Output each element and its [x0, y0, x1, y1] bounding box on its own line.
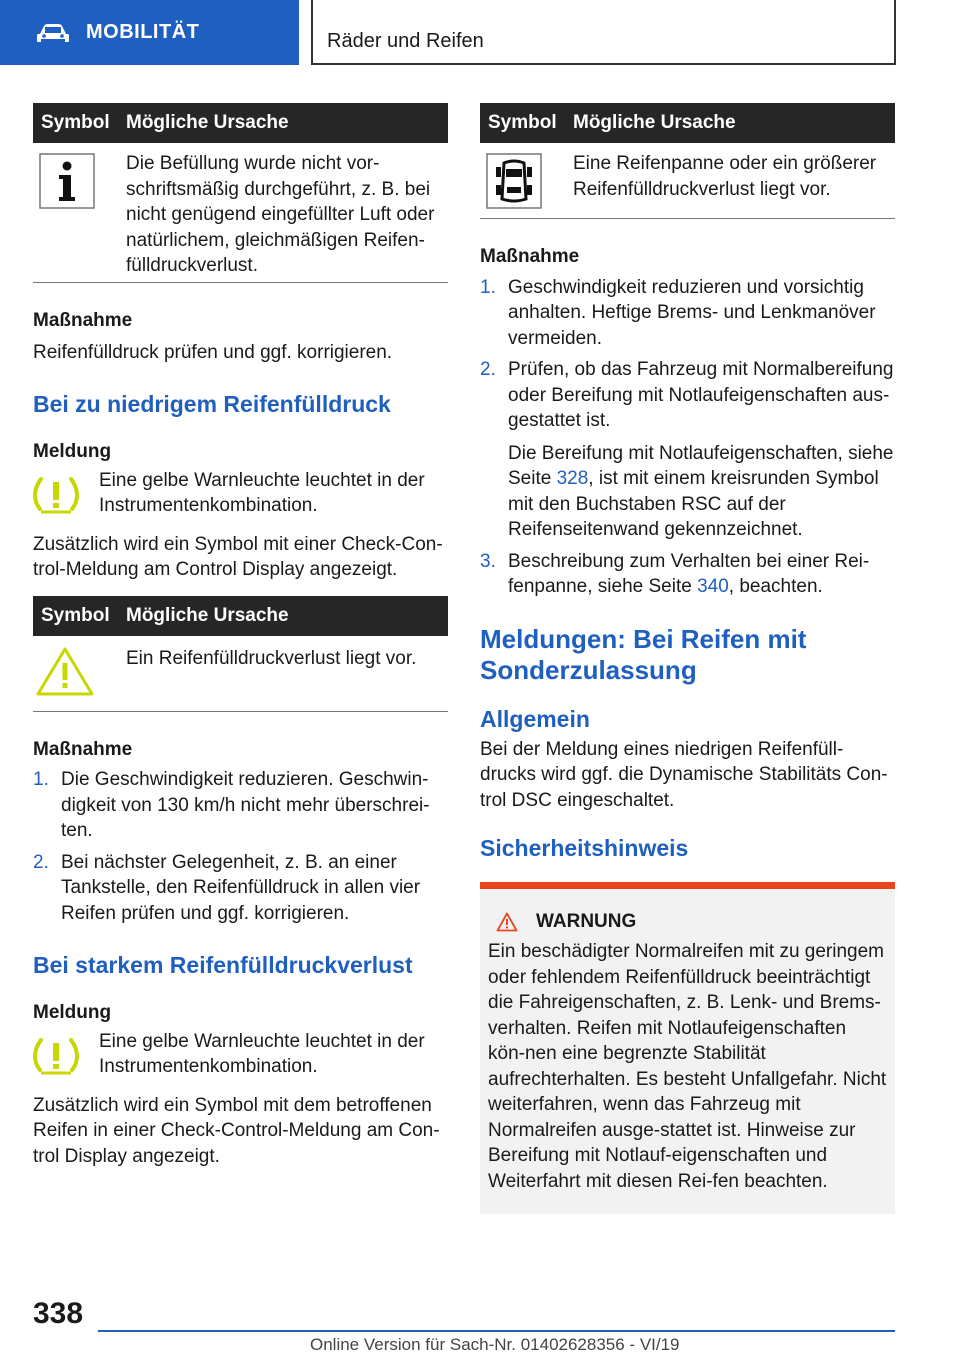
cause-text: Ein Reifenfülldruckverlust liegt vor.	[126, 647, 417, 669]
measure-label: Maßnahme	[33, 310, 133, 331]
subsection-heading: Allgemein	[480, 705, 590, 732]
message-label: Meldung	[33, 1002, 112, 1023]
measure-label: Maßnahme	[480, 246, 580, 267]
measure-list	[33, 767, 448, 926]
table-row	[33, 143, 448, 283]
list-item: 1. Die Geschwindigkeit reduzieren. Geschwin-digkeit von 130 km/h nicht mehr überschrei-ten.	[33, 769, 430, 841]
col-symbol-header: Symbol	[41, 604, 110, 626]
message-row	[33, 1029, 448, 1081]
message-row	[33, 468, 448, 520]
warning-box	[480, 882, 895, 1214]
measure-label: Maßnahme	[33, 738, 133, 760]
message-text: Eine gelbe Warnleuchte leuchtet in der Instrumentenkombination.	[99, 1030, 425, 1077]
chapter-header	[311, 0, 896, 65]
warning-triangle-icon	[496, 912, 518, 932]
vehicle-tire-icon	[486, 153, 542, 209]
subsection-heading: Sicherheitshinweis	[480, 835, 689, 861]
cause-text: Eine Reifenpanne oder ein größerer Reifenfülldruckverlust liegt vor.	[573, 153, 877, 200]
col-cause-header: Mögliche Ursache	[126, 112, 289, 133]
footer-online-text: Online Version für Sach-Nr. 01402628356 - VI/19	[310, 1335, 680, 1354]
page-link[interactable]: 328	[556, 468, 589, 489]
section-heading: Bei zu niedrigem Reifenfülldruck	[33, 391, 391, 417]
car-icon	[36, 22, 70, 44]
table-header	[33, 596, 448, 636]
col-cause-header: Mögliche Ursache	[573, 112, 736, 133]
col-cause-header: Mögliche Ursache	[126, 604, 289, 626]
section-tab[interactable]	[0, 0, 299, 65]
warning-triangle-icon	[35, 646, 95, 698]
table-row	[480, 143, 895, 219]
list-item: 3. Beschreibung zum Verhalten bei einer Rei-fenpanne, siehe Seite 340, beachten.	[480, 550, 870, 597]
measure-text: Reifenfülldruck prüfen und ggf. korrigieren.	[33, 341, 393, 363]
tire-pressure-warning-icon	[33, 475, 79, 515]
table-row	[33, 636, 448, 712]
list-item: 2. Bei nächster Gelegenheit, z. B. an einer Tankstelle, den Reifenfülldruck in allen vier Reifen prüfen und ggf. korrigieren.	[33, 851, 421, 924]
tire-pressure-warning-icon	[33, 1036, 79, 1076]
list-item: 1. Geschwindigkeit reduzieren und vorsichtig anhalten. Heftige Brems- und Lenkmanöver vermeiden.	[480, 276, 876, 349]
measure-list	[480, 275, 895, 600]
chapter-title: Räder und Reifen	[327, 30, 484, 52]
cause-text: Die Befüllung wurde nicht vor-schriftsmäßig durchgeführt, z. B. bei nicht genügend eingefüllter Luft oder natürlichem, gleichmäßigen Reifen-fülldruckverlust.	[126, 153, 435, 276]
footer-divider	[98, 1330, 895, 1332]
warning-text: Ein beschädigter Normalreifen mit zu geringem oder fehlendem Reifenfülldruck beeinträchtigt die Fahreigenschaften, z. B. Lenk- und Brems-verhalten. Reifen mit Notlaufeigenschaften kön-nen eine begrenzte Stabilität aufrechterhalten. Es besteht Unfallgefahr. Nicht weiterfahren, wenn das Fahrzeug mit Normalreifen ausge-stattet ist. Hinweise zur Bereifung mit Notlauf-eigenschaften und Weiterfahrt mit diesen Rei-fen beachten.	[488, 941, 887, 1192]
table-header	[33, 103, 448, 143]
warning-title: WARNUNG	[536, 911, 637, 932]
general-text: Bei der Meldung eines niedrigen Reifenfüll-drucks wird ggf. die Dynamische Stabilitäts Con-trol DSC eingeschaltet.	[480, 738, 888, 811]
right-column	[480, 103, 895, 1214]
additional-text: Zusätzlich wird ein Symbol mit dem betroffenen Reifen in einer Check-Control-Meldung am Con-trol Display angezeigt.	[33, 1094, 440, 1167]
page-link[interactable]: 340	[697, 576, 729, 597]
section-label: MOBILITÄT	[86, 21, 200, 43]
table-header	[480, 103, 895, 143]
section-heading: Bei starkem Reifenfülldruckverlust	[33, 952, 413, 978]
page-number: 338	[33, 1297, 84, 1330]
left-column	[33, 103, 448, 1169]
additional-text: Zusätzlich wird ein Symbol mit einer Check-Con-trol-Meldung am Control Display angezeigt.	[33, 533, 443, 580]
info-icon	[39, 153, 95, 209]
list-item: 2. Prüfen, ob das Fahrzeug mit Normalbereifung oder Bereifung mit Notlaufeigenschaften aus-gestattet ist. Die Bereifung mit Notlaufeigenschaften, siehe Seite 328, ist mit einem kreisrunden Symbol mit den Buchstaben RSC auf der Reifenseitenwand gekennzeichnet.	[480, 359, 894, 540]
section-heading: Meldungen: Bei Reifen mit Sonderzulassung	[480, 623, 807, 685]
message-text: Eine gelbe Warnleuchte leuchtet in der Instrumentenkombination.	[99, 469, 425, 516]
col-symbol-header: Symbol	[41, 112, 110, 133]
message-label: Meldung	[33, 441, 112, 462]
col-symbol-header: Symbol	[488, 112, 557, 133]
